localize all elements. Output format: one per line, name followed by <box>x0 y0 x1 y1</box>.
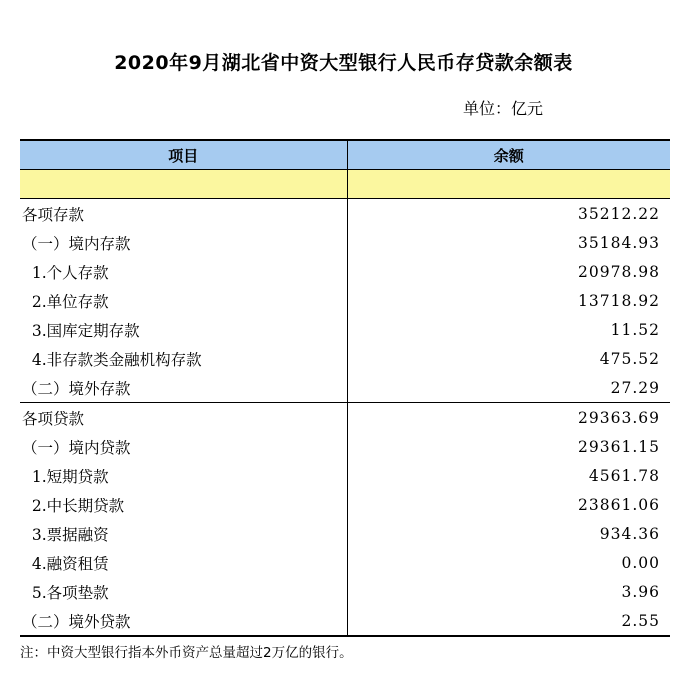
row-name: 2.中长期贷款 <box>22 496 125 515</box>
table-row <box>20 257 670 286</box>
footnote: 注：中资大型银行指本外币资产总量超过2万亿的银行。 <box>20 645 353 661</box>
row-value: 27.29 <box>347 373 670 403</box>
row-name: 5.各项垫款 <box>22 583 109 602</box>
row-name: （二）境外存款 <box>22 379 131 398</box>
row-value: 13718.92 <box>347 286 670 315</box>
unit-label: 单位：亿元 <box>463 99 544 118</box>
row-value: 475.52 <box>347 344 670 373</box>
balance-table <box>20 139 670 637</box>
table-row <box>20 432 670 461</box>
row-name: 4.融资租赁 <box>22 554 109 573</box>
subheader-cell-balance <box>347 170 670 199</box>
row-name: 2.单位存款 <box>22 292 109 311</box>
row-value: 35212.22 <box>347 199 670 229</box>
row-name: 3.国库定期存款 <box>22 321 140 340</box>
row-name: （一）境内存款 <box>22 234 131 253</box>
row-name: （二）境外贷款 <box>20 606 347 636</box>
header-balance: 余额 <box>347 140 670 170</box>
table-row <box>20 344 670 373</box>
row-name: 各项存款 <box>20 199 347 229</box>
row-value: 0.00 <box>347 548 670 577</box>
table-row <box>20 315 670 344</box>
row-value: 29361.15 <box>347 432 670 461</box>
table-row <box>20 548 670 577</box>
row-value: 2.55 <box>347 606 670 636</box>
row-value: 4561.78 <box>347 461 670 490</box>
row-value: 11.52 <box>347 315 670 344</box>
row-value: 35184.93 <box>347 228 670 257</box>
table-row <box>20 373 670 403</box>
page-title: 2020年9月湖北省中资大型银行人民币存贷款余额表 <box>114 52 573 74</box>
row-name: （一）境内贷款 <box>22 438 131 457</box>
row-value: 20978.98 <box>347 257 670 286</box>
table-row <box>20 286 670 315</box>
row-name: 1.个人存款 <box>22 263 109 282</box>
table-row <box>20 199 670 229</box>
row-value: 29363.69 <box>347 403 670 433</box>
table-row <box>20 403 670 433</box>
table-row <box>20 519 670 548</box>
row-name: 4.非存款类金融机构存款 <box>22 350 202 369</box>
row-name: 1.短期贷款 <box>22 467 109 486</box>
table-subheader-row <box>20 170 670 199</box>
table-row <box>20 606 670 636</box>
table-row <box>20 577 670 606</box>
subheader-cell-item <box>20 170 347 199</box>
table-row <box>20 461 670 490</box>
row-name: 各项贷款 <box>20 403 347 433</box>
row-value: 23861.06 <box>347 490 670 519</box>
row-name: 3.票据融资 <box>22 525 109 544</box>
row-value: 934.36 <box>347 519 670 548</box>
table-row <box>20 490 670 519</box>
header-item: 项目 <box>20 140 347 170</box>
table-row <box>20 228 670 257</box>
row-value: 3.96 <box>347 577 670 606</box>
table-header-row <box>20 140 670 170</box>
